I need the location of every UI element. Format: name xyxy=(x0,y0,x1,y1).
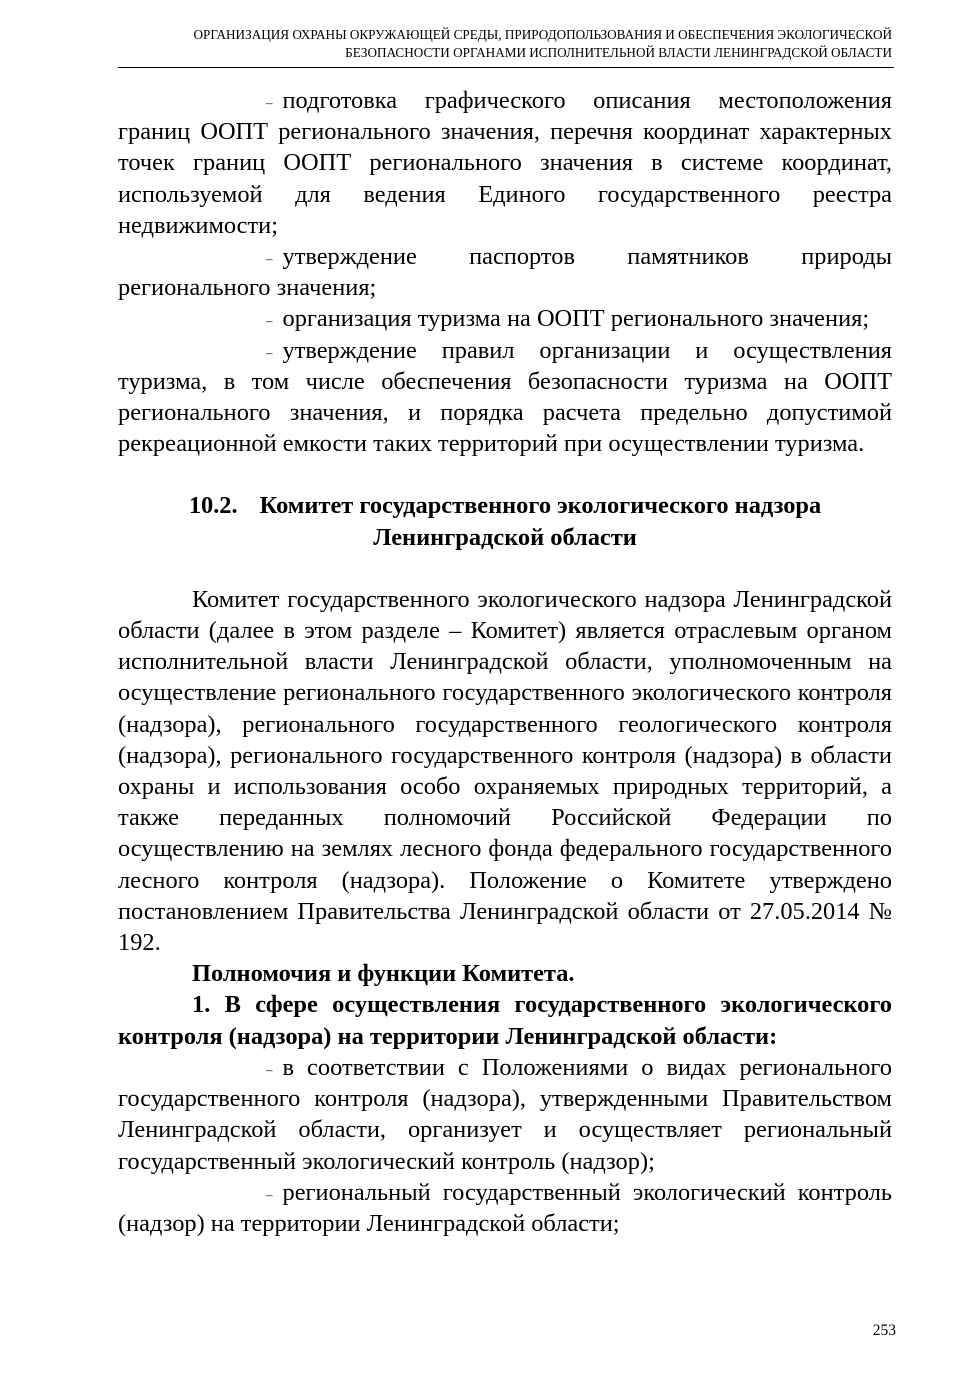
dash-bullet-icon: – xyxy=(266,95,273,110)
list-item-text: утверждение паспортов памятников природы регионального значения; xyxy=(118,243,892,302)
dash-bullet-icon: – xyxy=(266,251,273,267)
dash-bullet-icon: – xyxy=(266,344,273,360)
running-header xyxy=(118,26,892,62)
section-title-part-2: Ленинградской области xyxy=(373,523,637,551)
dash-bullet-icon: – xyxy=(266,1061,273,1077)
section-number: 10.2. xyxy=(188,492,238,520)
dash-bullet-icon: – xyxy=(266,1186,273,1202)
section-heading xyxy=(118,490,892,552)
powers-heading: Полномочия и функции Комитета. xyxy=(192,960,575,988)
section-heading-line-1 xyxy=(118,490,892,521)
list-item xyxy=(118,241,892,303)
list-item xyxy=(118,1052,892,1177)
subheading-1: 1. В сфере осуществления государственного экологического контроля (надзора) на территории Ленинградской области: xyxy=(118,991,892,1050)
list-item-text: организация туризма на ООПТ регионального значения; xyxy=(282,305,870,333)
list-item-text: утверждение правил организации и осуществления туризма, в том числе обеспечения безопасности туризма на ООПТ регионального значения, и порядка расчета предельно допустимой рекреационной емкости таких территорий при осуществлении туризма. xyxy=(118,336,892,458)
section-title-part-1: Комитет государственного экологического надзора xyxy=(259,492,822,520)
list-item-text: в соответствии с Положениями о видах регионального государственного контроля (надзора), утвержденными Правительством Ленинградской области, организует и осуществляет региональный государственный экологический контроль (надзор); xyxy=(118,1053,892,1175)
intro-paragraph: Комитет государственного экологического надзора Ленинградской области (далее в этом разделе – Комитет) является отраслевым органом исполнительной власти Ленинградской области, уполномоченным на осуществление регионального государственного экологического контроля (надзора), регионального государственного геологического контроля (надзора), регионального государственного контроля (надзора) в области охраны и использования особо охраняемых природных территорий, а также переданных полномочий Российской Федерации по осуществлению на землях лесного фонда федерального государственного лесного контроля (надзора). Положение о Комитете утверждено постановлением Правительства Ленинградской области от 27.05.2014 № 192. xyxy=(118,585,892,957)
page-number: 253 xyxy=(872,1322,896,1339)
running-header-line-2: БЕЗОПАСНОСТИ ОРГАНАМИ ИСПОЛНИТЕЛЬНОЙ ВЛАСТИ ЛЕНИНГРАДСКОЙ ОБЛАСТИ xyxy=(345,45,892,60)
list-item xyxy=(118,85,892,241)
page-body xyxy=(118,85,892,1239)
dash-bullet-icon: – xyxy=(266,313,273,329)
list-item-text: подготовка графического описания местоположения границ ООПТ регионального значения, перечня координат характерных точек границ ООПТ регионального значения в системе координат, используемой для ведения Единого государственного реестра недвижимости; xyxy=(118,87,892,239)
list-item xyxy=(118,335,892,460)
list-item xyxy=(118,303,892,334)
header-divider xyxy=(118,67,894,68)
running-header-line-1: ОРГАНИЗАЦИЯ ОХРАНЫ ОКРУЖАЮЩЕЙ СРЕДЫ, ПРИРОДОПОЛЬЗОВАНИЯ И ОБЕСПЕЧЕНИЯ ЭКОЛОГИЧЕСКОЙ xyxy=(193,27,892,42)
list-item xyxy=(118,1177,892,1239)
list-item-text: региональный государственный экологический контроль (надзор) на территории Ленинградской области; xyxy=(118,1178,892,1237)
